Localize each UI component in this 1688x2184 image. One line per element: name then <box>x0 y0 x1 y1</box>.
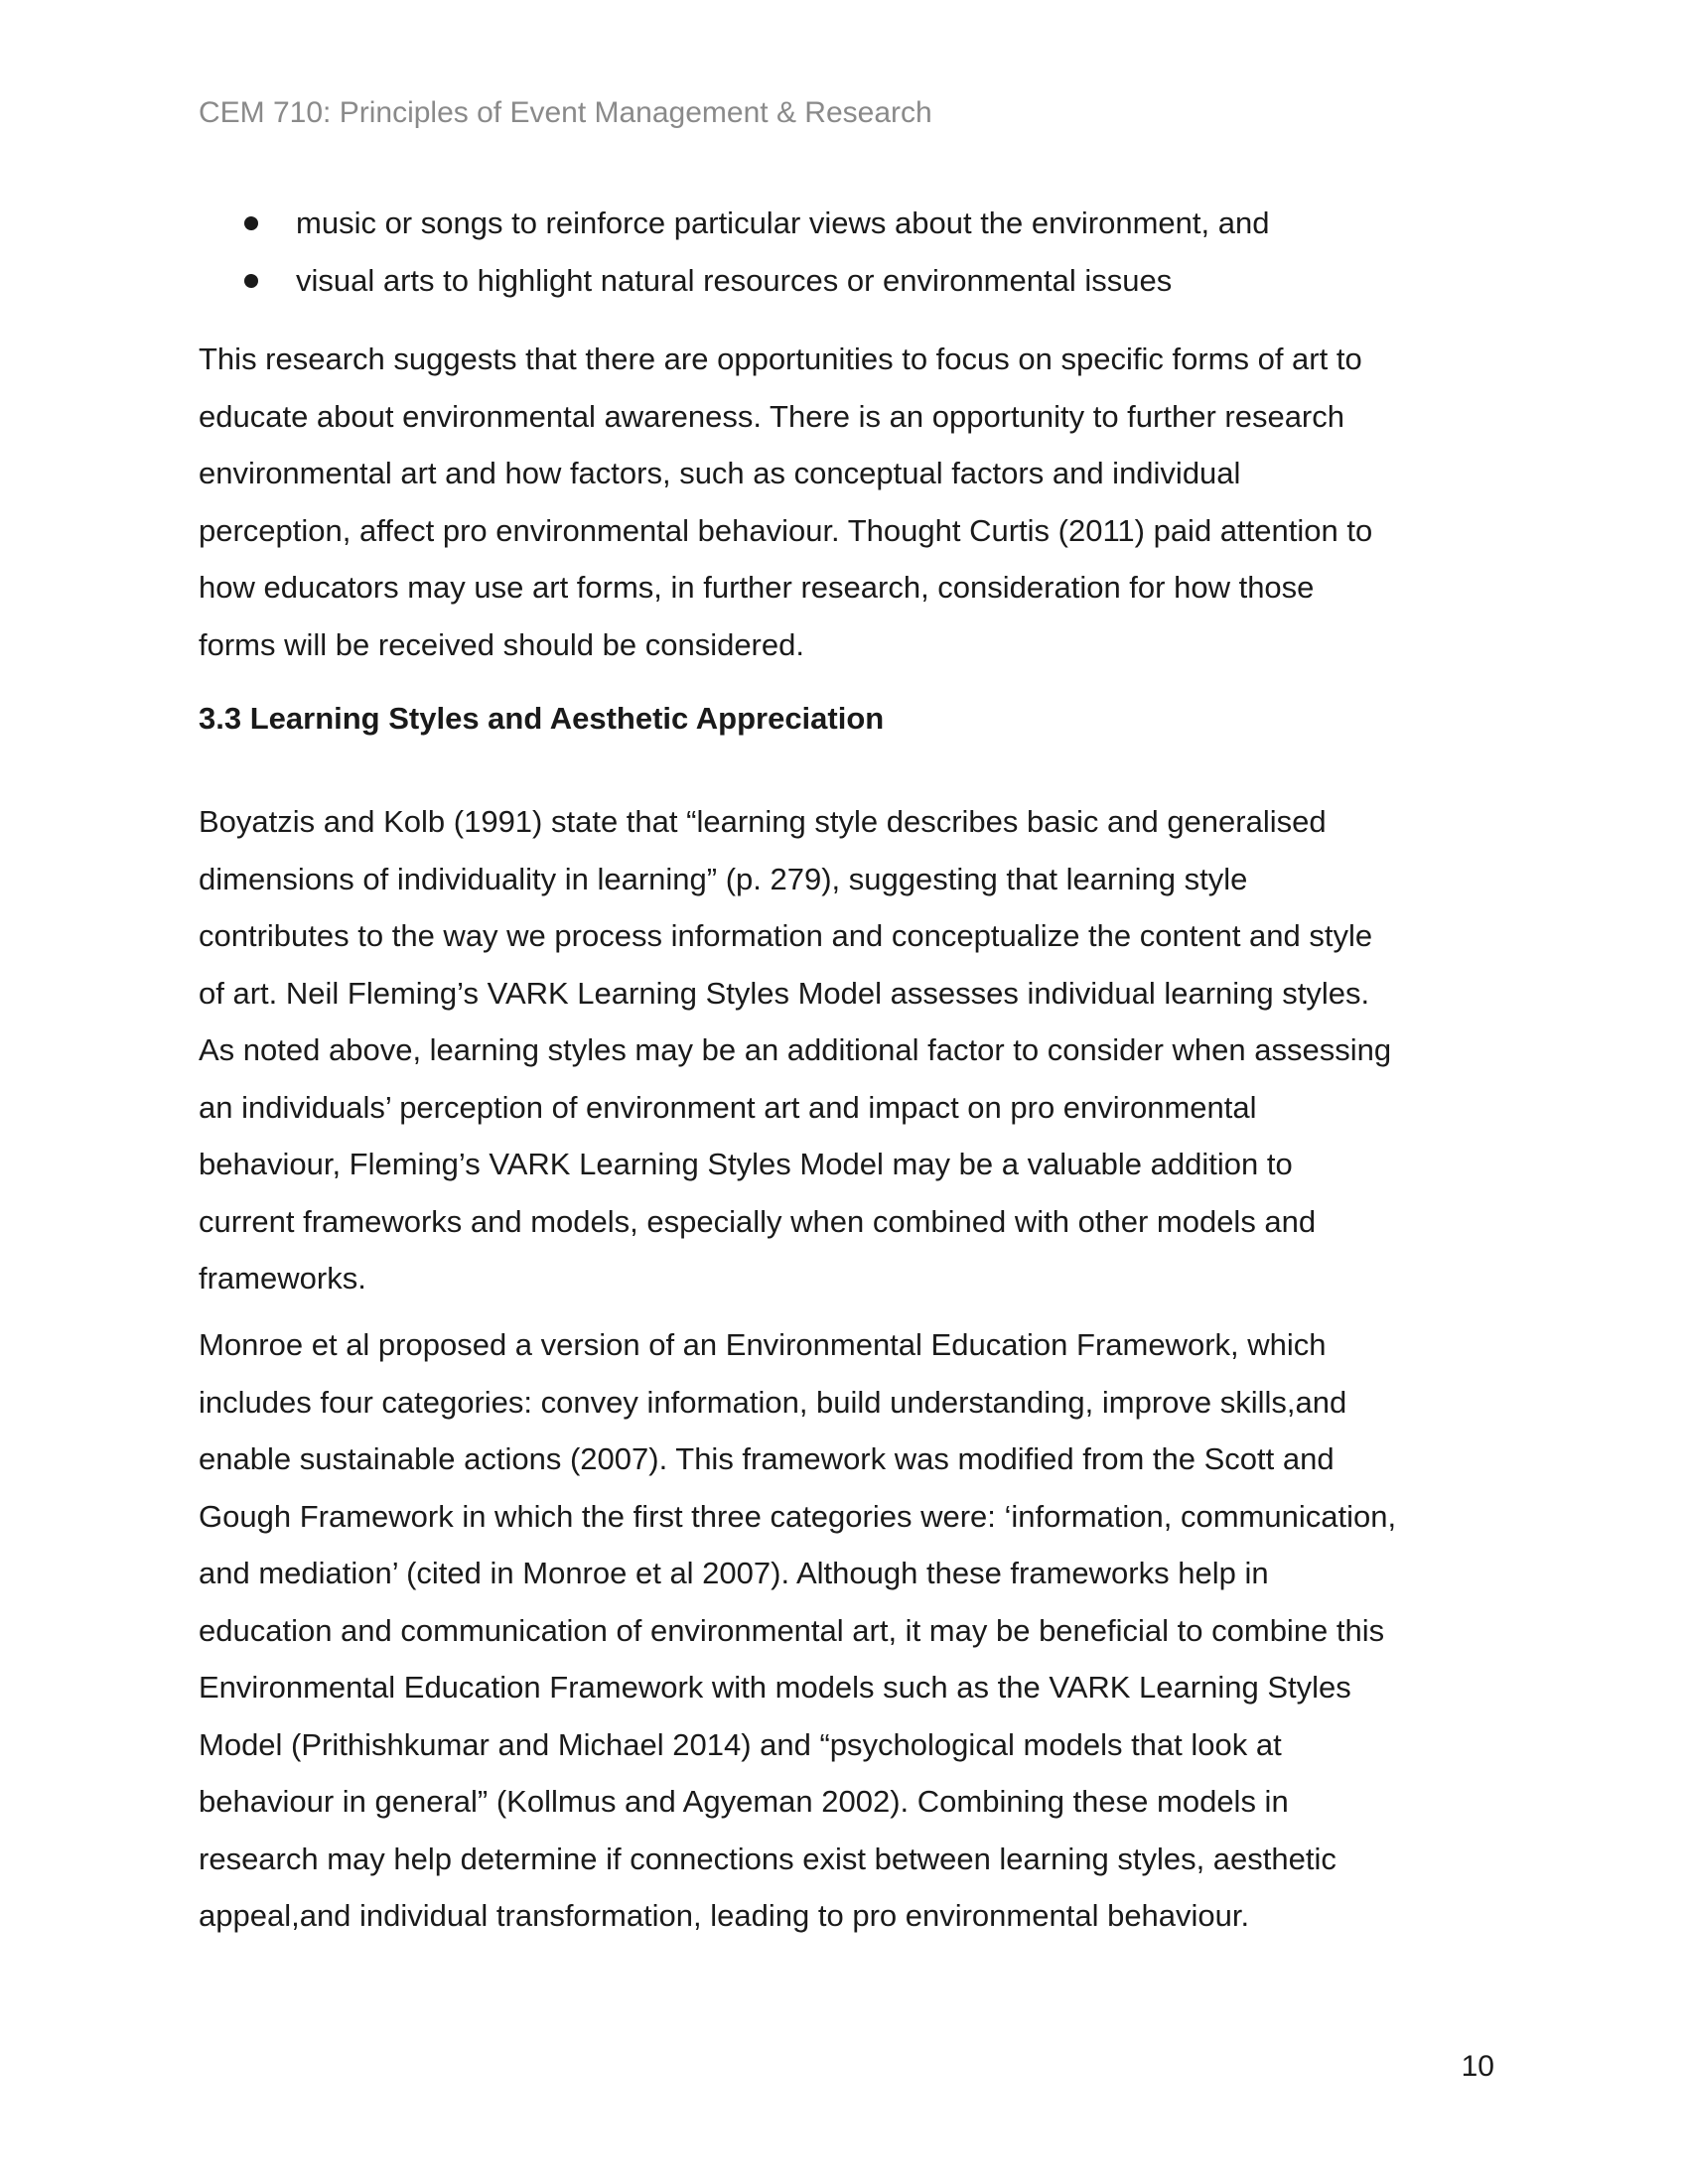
bullet-dot-icon <box>244 216 258 230</box>
page-number: 10 <box>1461 2050 1494 2083</box>
section-heading: 3.3 Learning Styles and Aesthetic Appreciation <box>199 701 885 736</box>
bullet-text: music or songs to reinforce particular views about the environment, and <box>296 205 1270 240</box>
running-header: CEM 710: Principles of Event Management & Research <box>199 96 932 129</box>
bullet-dot-icon <box>244 274 258 288</box>
bullet-item <box>199 252 1269 310</box>
paragraph-education-framework: Monroe et al proposed a version of an Environmental Education Framework, which includes four categories: convey information, build understanding, improve skills,and enable sustainable actions (2007). This framework was modified from the Scott and Gough Framework in which the first three categories were: ‘information, communication, and mediation’ (cited in Monroe et al 2007). Although these frameworks help in education and communication of environmental art, it may be beneficial to combine this Environmental Education Framework with models such as the VARK Learning Styles Model (Prithishkumar and Michael 2014) and “psychological models that look at behaviour in general” (Kollmus and Agyeman 2002). Combining these models in research may help determine if connections exist between learning styles, aesthetic appeal,and individual transformation, leading to pro environmental behaviour. <box>199 1327 1397 1933</box>
paragraph-research-opportunities: This research suggests that there are opportunities to focus on specific forms of art to educate about environmental awareness. There is an opportunity to further research environmental art and how factors, such as conceptual factors and individual perception, affect pro environmental behaviour. Thought Curtis (2011) paid attention to how educators may use art forms, in further research, consideration for how those forms will be received should be considered. <box>199 341 1373 662</box>
paragraph-learning-styles: Boyatzis and Kolb (1991) state that “learning style describes basic and generalised dimensions of individuality in learning” (p. 279), suggesting that learning style contributes to the way we process information and conceptualize the content and style of art. Neil Fleming’s VARK Learning Styles Model assesses individual learning styles. As noted above, learning styles may be an additional factor to consider when assessing an individuals’ perception of environment art and impact on pro environmental behaviour, Fleming’s VARK Learning Styles Model may be a valuable addition to current frameworks and models, especially when combined with other models and frameworks. <box>199 804 1392 1296</box>
bullet-list <box>199 195 1269 310</box>
bullet-text: visual arts to highlight natural resources or environmental issues <box>296 263 1173 298</box>
bullet-item <box>199 195 1269 252</box>
